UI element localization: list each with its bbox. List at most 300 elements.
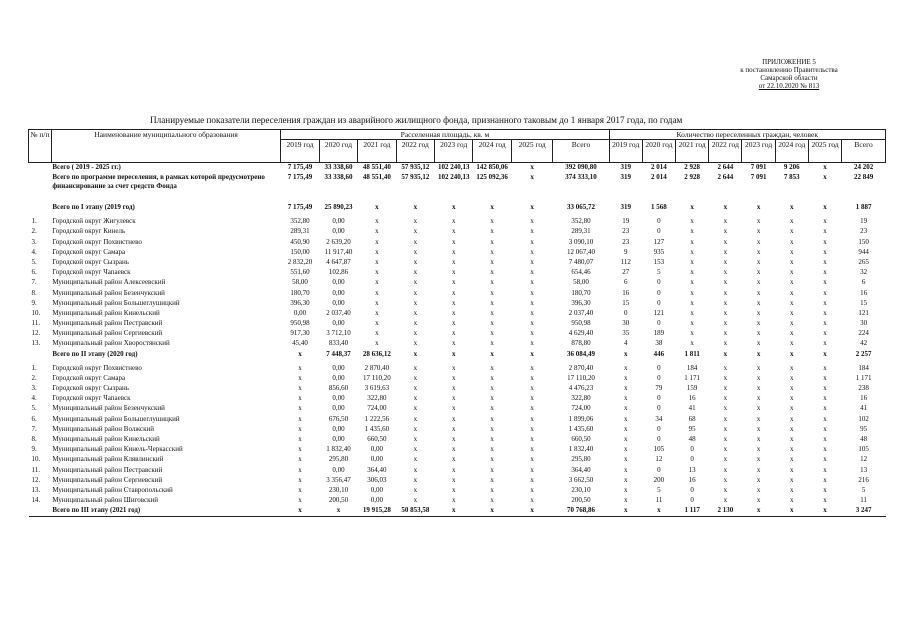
municipality-name: Муниципальный район Безенчукский (52, 404, 165, 413)
people-cell: х (690, 319, 694, 328)
people-cell: 11 (655, 496, 663, 505)
area-cell: х (530, 288, 534, 297)
area-cell: х (319, 506, 357, 517)
table-row (29, 476, 886, 486)
area-cell: х (490, 394, 494, 403)
area-cell: 0,00 (332, 288, 345, 297)
people-cell: 121 (653, 308, 665, 317)
people-cell: х (823, 434, 827, 443)
people-cell: 319 (620, 173, 631, 182)
table-row (29, 248, 886, 258)
municipality-name: Всего по I этапу (2019 год) (52, 203, 135, 212)
people-cell: 0 (657, 363, 661, 372)
area-cell: 17 110,20 (567, 373, 595, 382)
people-cell: х (823, 247, 827, 256)
area-cell: х (298, 414, 302, 423)
appendix-decree: к постановлению Правительства (740, 66, 838, 74)
area-cell: 396,30 (290, 298, 310, 307)
people-cell: 153 (653, 257, 665, 266)
municipality-name: Всего ( 2019 - 2025 гг.) (51, 163, 281, 174)
people-cell: х (790, 288, 794, 297)
area-cell: х (490, 404, 494, 413)
area-cell: 660,50 (367, 434, 387, 443)
people-cell: х (823, 404, 827, 413)
people-cell: 30 (622, 319, 630, 328)
people-cell: х (623, 465, 628, 474)
people-cell: х (690, 237, 694, 246)
municipality-name: Муниципальный район Хворостянский (52, 339, 170, 348)
area-cell: х (298, 363, 302, 372)
table-row (29, 163, 886, 174)
area-cell: 3 090,10 (568, 237, 594, 246)
area-cell: 289,31 (571, 227, 591, 236)
area-cell: х (530, 465, 534, 474)
people-cell: х (756, 203, 761, 212)
area-cell: 142 850,06 (473, 163, 511, 174)
area-cell: х (530, 319, 534, 328)
table-row (29, 425, 886, 435)
area-cell: 1 435,60 (568, 424, 594, 433)
area-cell: 0,00 (370, 496, 384, 505)
municipality-name: Муниципальный район Пестравский (52, 319, 163, 328)
people-cell: х (756, 257, 761, 266)
people-cell: х (623, 349, 628, 358)
area-cell: х (375, 319, 379, 328)
people-cell: 4 (623, 339, 628, 348)
area-cell: 45,40 (292, 339, 308, 348)
people-cell: х (690, 288, 694, 297)
people-cell: х (823, 424, 827, 433)
area-cell: х (490, 373, 494, 382)
area-cell: х (511, 163, 553, 174)
people-cell: 48 (860, 434, 868, 443)
area-cell: 150,00 (290, 247, 310, 256)
table-row (29, 268, 886, 278)
people-cell: 48 (688, 434, 696, 443)
area-cell: 950,98 (290, 319, 310, 328)
people-cell: 265 (858, 257, 869, 266)
area-cell: 17 110,20 (363, 373, 391, 382)
people-cell: х (790, 329, 794, 338)
people-cell: х (756, 434, 761, 443)
people-cell: 216 (858, 475, 869, 484)
people-cell: х (642, 506, 675, 517)
people-cell: 24 202 (842, 163, 886, 174)
area-cell: х (375, 339, 379, 348)
area-cell: х (451, 394, 456, 403)
people-cell: х (723, 404, 728, 413)
people-cell: х (623, 414, 628, 423)
area-cell: 0,00 (370, 445, 384, 454)
people-cell: 15 (622, 298, 630, 307)
appendix-block (714, 58, 864, 90)
people-cell: х (623, 424, 628, 433)
people-cell: х (823, 445, 827, 454)
people-cell: х (723, 278, 728, 287)
people-cell: 38 (655, 339, 663, 348)
table-row (29, 455, 886, 465)
municipality-name: Всего по III этапу (2021 год) (51, 506, 281, 517)
people-cell: 13 (688, 465, 696, 474)
area-cell: 0,00 (370, 485, 384, 494)
people-cell: х (790, 227, 794, 236)
people-cell: х (823, 373, 827, 382)
row-number: 6. (31, 414, 37, 423)
people-cell: 16 (688, 475, 696, 484)
area-cell: 7 175,49 (281, 163, 319, 174)
people-cell: х (723, 217, 728, 226)
area-cell: х (298, 455, 302, 464)
people-cell: 2 257 (855, 349, 872, 358)
area-cell: х (451, 278, 456, 287)
people-cell: х (690, 329, 694, 338)
table-row (29, 486, 886, 496)
area-cell: 1 832,40 (568, 445, 594, 454)
people-cell: 9 (623, 247, 628, 256)
people-cell: х (790, 298, 794, 307)
area-cell: 102 240,13 (437, 173, 470, 182)
people-cell: 319 (609, 163, 642, 174)
table-row (29, 227, 886, 237)
people-cell: х (690, 203, 694, 212)
municipality-name: Городской округ Жигулевск (52, 217, 136, 226)
area-cell: х (490, 414, 494, 423)
row-number: 2. (31, 373, 37, 382)
area-cell: 3 662,50 (568, 475, 594, 484)
area-cell: 102 240,13 (435, 163, 473, 174)
people-cell: 34 (655, 414, 663, 423)
people-cell: 1 171 (855, 373, 872, 382)
area-cell: 295,80 (571, 455, 591, 464)
area-cell: х (530, 308, 534, 317)
people-cell: х (623, 373, 628, 382)
people-cell: х (823, 308, 827, 317)
area-cell: 58,00 (292, 278, 308, 287)
people-cell: х (690, 227, 694, 236)
area-cell: 230,10 (571, 485, 591, 494)
municipality-name: Муниципальный район Пестравский (52, 465, 163, 474)
people-cell: 224 (858, 329, 869, 338)
people-cell: х (790, 237, 794, 246)
people-cell: х (790, 278, 794, 287)
people-cell: 7 091 (750, 173, 767, 182)
area-cell: х (298, 384, 302, 392)
people-cell: х (623, 394, 628, 403)
area-cell: х (413, 485, 418, 494)
people-cell: х (756, 475, 761, 484)
people-cell: х (756, 237, 761, 246)
area-cell: х (413, 363, 418, 372)
area-cell: 0,00 (332, 394, 345, 403)
area-cell: х (490, 339, 494, 348)
area-cell: х (375, 247, 379, 256)
people-cell: 1 117 (676, 506, 709, 517)
people-cell: х (723, 465, 728, 474)
people-cell: х (723, 257, 728, 266)
table-row (29, 258, 886, 268)
people-cell: 19 (622, 217, 630, 226)
page-title: Планируемые показатели переселения граждан из аварийного жилищного фонда, признанного таковым до 1 января 2017 года, по годам (150, 115, 683, 125)
people-cell: 105 (858, 445, 869, 454)
people-cell: х (723, 339, 728, 348)
people-cell: 19 (860, 217, 868, 226)
table-row (29, 394, 886, 404)
area-cell: х (451, 363, 456, 372)
people-cell: х (756, 363, 761, 372)
municipality-name: Муниципальный район Сергиевский (52, 475, 163, 484)
area-cell: 878,80 (571, 339, 591, 348)
row-number: 4. (31, 247, 37, 256)
area-cell: х (511, 506, 553, 517)
area-cell: х (413, 475, 418, 484)
people-cell: 0 (657, 424, 661, 433)
people-cell: 7 853 (783, 173, 800, 182)
table-row (29, 466, 886, 476)
people-cell: х (790, 394, 794, 403)
area-cell: х (375, 268, 379, 277)
area-cell: х (490, 268, 494, 277)
people-cell: х (756, 455, 761, 464)
area-cell: 125 092,36 (476, 173, 508, 182)
area-cell: х (413, 414, 418, 423)
area-cell: х (413, 373, 418, 382)
area-cell: 48 551,40 (358, 163, 396, 174)
area-cell: х (530, 329, 534, 338)
area-cell: 295,80 (328, 455, 349, 464)
table-row (29, 329, 886, 339)
municipality-name: Городской округ Чапаевск (52, 268, 131, 277)
area-cell: х (413, 465, 418, 474)
people-cell: х (723, 237, 728, 246)
people-cell: х (723, 308, 728, 317)
people-cell: х (723, 496, 728, 505)
people-cell: х (690, 298, 694, 307)
people-cell: х (723, 363, 728, 372)
people-cell: х (823, 237, 827, 246)
people-cell: х (723, 455, 728, 464)
area-cell: х (530, 227, 534, 236)
row-number (29, 506, 52, 517)
table-row (29, 445, 886, 455)
area-cell: 7 175,49 (287, 203, 313, 212)
area-cell: х (413, 424, 418, 433)
people-cell: 15 (860, 298, 868, 307)
area-cell: 950,98 (571, 319, 591, 328)
people-cell: 16 (860, 394, 868, 403)
area-cell: х (490, 257, 494, 266)
area-cell: 0,00 (332, 298, 345, 307)
people-cell: 68 (688, 414, 696, 423)
table-row (29, 238, 886, 248)
header-area-year: 2022 год (396, 140, 434, 163)
header-people-year: 2025 год (808, 140, 841, 163)
row-number: 12. (31, 475, 41, 484)
people-cell: 23 (622, 227, 630, 236)
area-cell: х (530, 455, 534, 464)
area-cell: х (530, 445, 534, 454)
people-cell: х (790, 339, 794, 348)
area-cell: 2 639,20 (326, 237, 351, 246)
people-cell: х (823, 268, 827, 277)
people-cell: 935 (653, 247, 665, 256)
municipality-name: Всего по программе переселения, в рамках которой предусмотрено финансирование за счет средств Фонда (52, 173, 265, 190)
area-cell: х (413, 319, 418, 328)
people-cell: 32 (860, 268, 868, 277)
people-cell: 79 (655, 384, 663, 392)
people-cell: х (756, 227, 761, 236)
people-cell: 184 (686, 363, 698, 372)
people-cell: х (756, 404, 761, 413)
people-cell: 2 928 (684, 173, 701, 182)
table-row (29, 173, 886, 203)
municipality-name: Всего по II этапу (2020 год) (52, 349, 138, 358)
row-number: 8. (31, 288, 37, 297)
people-cell: х (623, 496, 628, 505)
row-number: 10. (31, 455, 41, 464)
people-cell: х (823, 319, 827, 328)
area-cell: 70 768,86 (553, 506, 609, 517)
people-cell: х (723, 373, 728, 382)
area-cell: х (298, 496, 302, 505)
municipality-name: Муниципальный район Большеглушицкий (52, 414, 180, 423)
municipality-name: Городской округ Кинель (52, 227, 126, 236)
table-row (29, 203, 886, 217)
area-cell: 0,00 (332, 373, 345, 382)
area-cell: х (530, 373, 534, 382)
area-cell: 2 832,20 (287, 257, 313, 266)
people-cell: 22 849 (853, 173, 874, 182)
area-cell: х (375, 308, 379, 317)
area-cell: х (530, 278, 534, 287)
people-cell: х (790, 384, 794, 392)
people-cell: х (790, 414, 794, 423)
people-cell: х (756, 319, 761, 328)
area-cell: 0,00 (332, 434, 345, 443)
header-people-year: Всего (842, 140, 886, 163)
row-number: 10. (31, 308, 41, 317)
area-cell: х (451, 485, 456, 494)
area-cell: х (413, 308, 418, 317)
people-cell: 159 (686, 384, 698, 392)
area-cell: х (451, 465, 456, 474)
area-cell: х (451, 298, 456, 307)
row-number: 1. (31, 363, 37, 372)
people-cell: 12 (655, 455, 663, 464)
people-cell: х (790, 373, 794, 382)
people-cell: х (723, 227, 728, 236)
area-cell: 19 915,28 (358, 506, 396, 517)
people-cell: 2 014 (651, 173, 667, 182)
area-cell: х (451, 373, 456, 382)
area-cell: 4 629,40 (568, 329, 594, 338)
area-cell: 551,60 (290, 268, 310, 277)
area-cell: х (375, 329, 379, 338)
area-cell: 200,50 (328, 496, 349, 505)
people-cell: х (723, 298, 728, 307)
area-cell: 57 935,12 (396, 163, 434, 174)
header-area-year: 2024 год (473, 140, 511, 163)
area-cell: х (451, 329, 456, 338)
people-cell: 189 (653, 329, 665, 338)
people-cell: 95 (688, 424, 696, 433)
area-cell: х (413, 237, 418, 246)
area-cell: х (451, 455, 456, 464)
people-cell: х (756, 217, 761, 226)
row-number: 1. (31, 217, 37, 226)
area-cell: х (530, 247, 534, 256)
municipality-name: Муниципальный район Кинель-Черкасский (52, 445, 183, 454)
area-cell: х (490, 298, 494, 307)
area-cell: 0,00 (332, 217, 345, 226)
people-cell: х (823, 384, 827, 392)
area-cell: х (298, 349, 302, 358)
area-cell: х (451, 339, 456, 348)
people-cell: 2 928 (676, 163, 709, 174)
people-cell: 0 (657, 465, 661, 474)
area-cell: 2 037,40 (568, 308, 594, 317)
people-cell: 944 (858, 247, 869, 256)
area-cell: 7 480,07 (568, 257, 594, 266)
area-cell: 0,00 (332, 363, 345, 372)
area-cell: х (298, 424, 302, 433)
area-cell: х (530, 485, 534, 494)
people-cell: х (790, 465, 794, 474)
people-cell: 1 887 (855, 203, 872, 212)
people-cell: 0 (623, 308, 628, 317)
area-cell: х (413, 394, 418, 403)
area-cell: х (375, 237, 379, 246)
row-number: 9. (31, 298, 37, 307)
area-cell: 654,46 (571, 268, 591, 277)
people-cell: 200 (653, 475, 665, 484)
area-cell: х (530, 339, 534, 348)
row-number: 7. (31, 424, 37, 433)
table-row (29, 496, 886, 506)
row-number: 13. (31, 339, 41, 348)
area-cell: х (281, 506, 319, 517)
people-cell: х (723, 329, 728, 338)
people-cell: 16 (688, 394, 696, 403)
row-number: 9. (31, 445, 37, 454)
area-cell: х (298, 394, 302, 403)
people-cell: х (775, 506, 808, 517)
area-cell: х (490, 363, 494, 372)
table-row (29, 384, 886, 394)
people-cell: х (823, 414, 827, 423)
area-cell: х (530, 434, 534, 443)
area-cell: х (298, 465, 302, 474)
municipality-name: Муниципальный район Клявлинский (52, 455, 164, 464)
row-number: 7. (31, 278, 37, 287)
people-cell: х (623, 384, 628, 392)
people-cell: х (756, 247, 761, 256)
area-cell: х (413, 278, 418, 287)
area-cell: х (530, 363, 534, 372)
area-cell: х (413, 404, 418, 413)
municipality-name: Городской округ Самара (52, 247, 126, 256)
header-area-year: Всего (553, 140, 609, 163)
area-cell: х (451, 414, 456, 423)
area-cell: х (490, 227, 494, 236)
area-cell: х (413, 329, 418, 338)
people-cell: х (823, 329, 827, 338)
area-cell: 0,00 (332, 404, 345, 413)
area-cell: х (490, 237, 494, 246)
area-cell: 917,30 (290, 329, 310, 338)
people-cell: 2 644 (709, 163, 742, 174)
municipality-name: Городской округ Похвистнево (52, 237, 142, 246)
area-cell: х (490, 434, 494, 443)
